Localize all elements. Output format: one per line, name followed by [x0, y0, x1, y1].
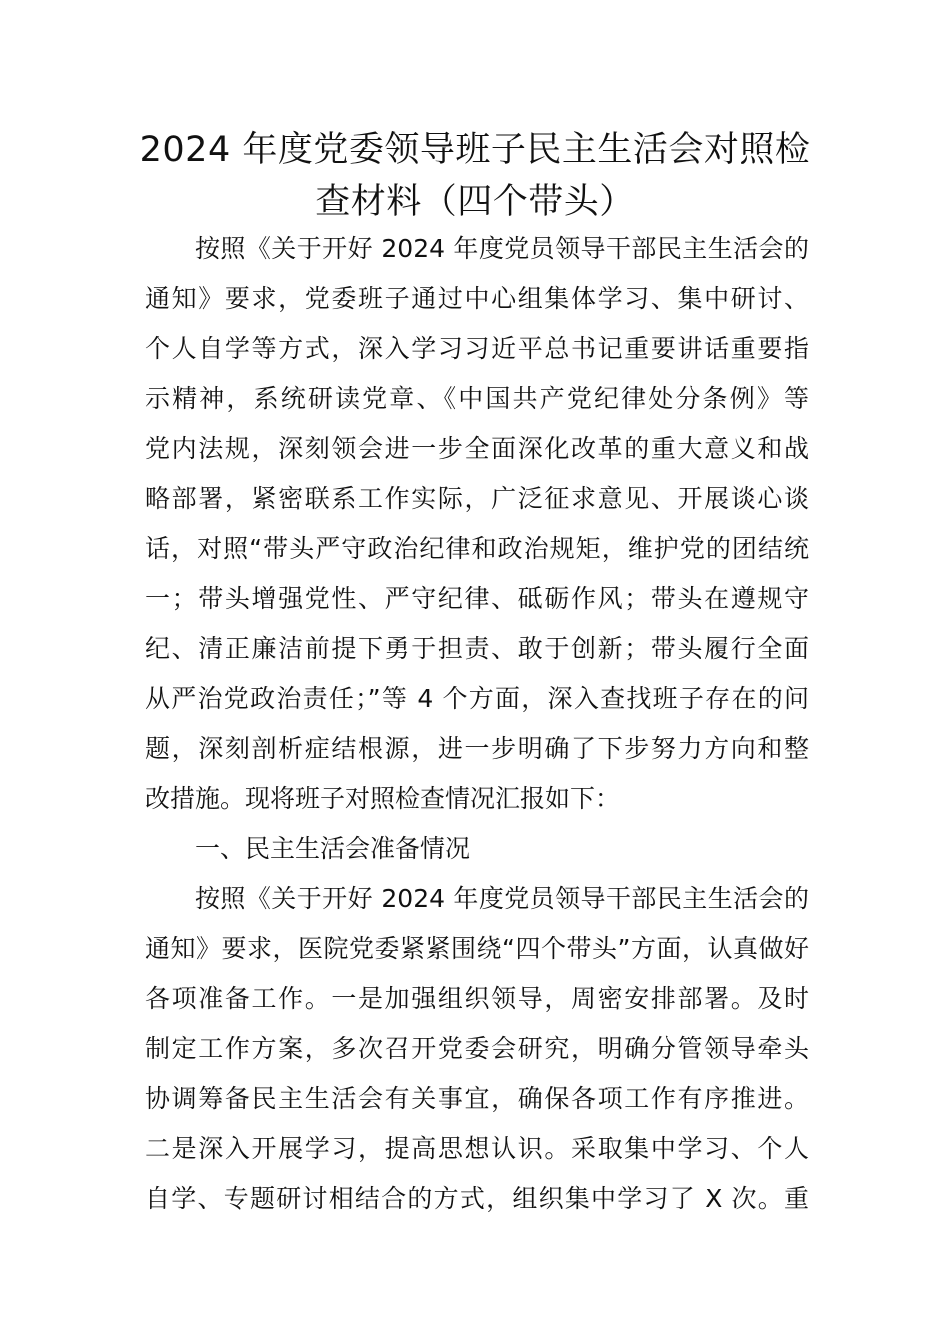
text-line: 按照《关于开好 2024 年度党员领导干部民主生活会的: [195, 884, 809, 913]
text-line: 个人自学等方式，深入学习习近平总书记重要讲话重要指: [145, 334, 809, 363]
text-line: 自学、专题研讨相结合的方式，组织集中学习了 X 次。重: [145, 1184, 809, 1213]
text-line: 改措施。现将班子对照检查情况汇报如下：: [145, 784, 621, 813]
text-line: 按照《关于开好 2024 年度党员领导干部民主生活会的: [195, 234, 809, 263]
document-title: [130, 124, 820, 228]
text-line: 各项准备工作。一是加强组织领导，周密安排部署。及时: [145, 984, 809, 1013]
text-line: 一；带头增强党性、严守纪律、砥砺作风；带头在遵规守: [145, 584, 809, 613]
text-line: 通知》要求，党委班子通过中心组集体学习、集中研讨、: [145, 284, 809, 313]
text-line: 制定工作方案，多次召开党委会研究，明确分管领导牵头: [145, 1034, 809, 1063]
title-line-1: 2024 年度党委领导班子民主生活会对照检: [139, 130, 811, 170]
text-line: 协调筹备民主生活会有关事宜，确保各项工作有序推进。: [145, 1084, 809, 1113]
text-line: 纪、清正廉洁前提下勇于担责、敢于创新；带头履行全面: [145, 634, 809, 663]
text-line: 略部署，紧密联系工作实际，广泛征求意见、开展谈心谈: [145, 484, 809, 513]
text-line: 题，深刻剖析症结根源，进一步明确了下步努力方向和整: [145, 734, 809, 763]
text-line: 通知》要求，医院党委紧紧围绕“四个带头”方面，认真做好: [145, 934, 809, 963]
text-line: 从严治党政治责任；”等 4 个方面，深入查找班子存在的问: [145, 684, 809, 713]
text-line: 话，对照“带头严守政治纪律和政治规矩，维护党的团结统: [145, 534, 809, 563]
text-line: 党内法规，深刻领会进一步全面深化改革的重大意义和战: [145, 434, 809, 463]
section-heading: 一、民主生活会准备情况: [195, 834, 471, 863]
text-line: 示精神，系统研读党章、《中国共产党纪律处分条例》等: [145, 384, 809, 413]
text-line: 二是深入开展学习，提高思想认识。采取集中学习、个人: [145, 1134, 809, 1163]
title-line-2: 查材料（四个带头）: [315, 182, 635, 222]
